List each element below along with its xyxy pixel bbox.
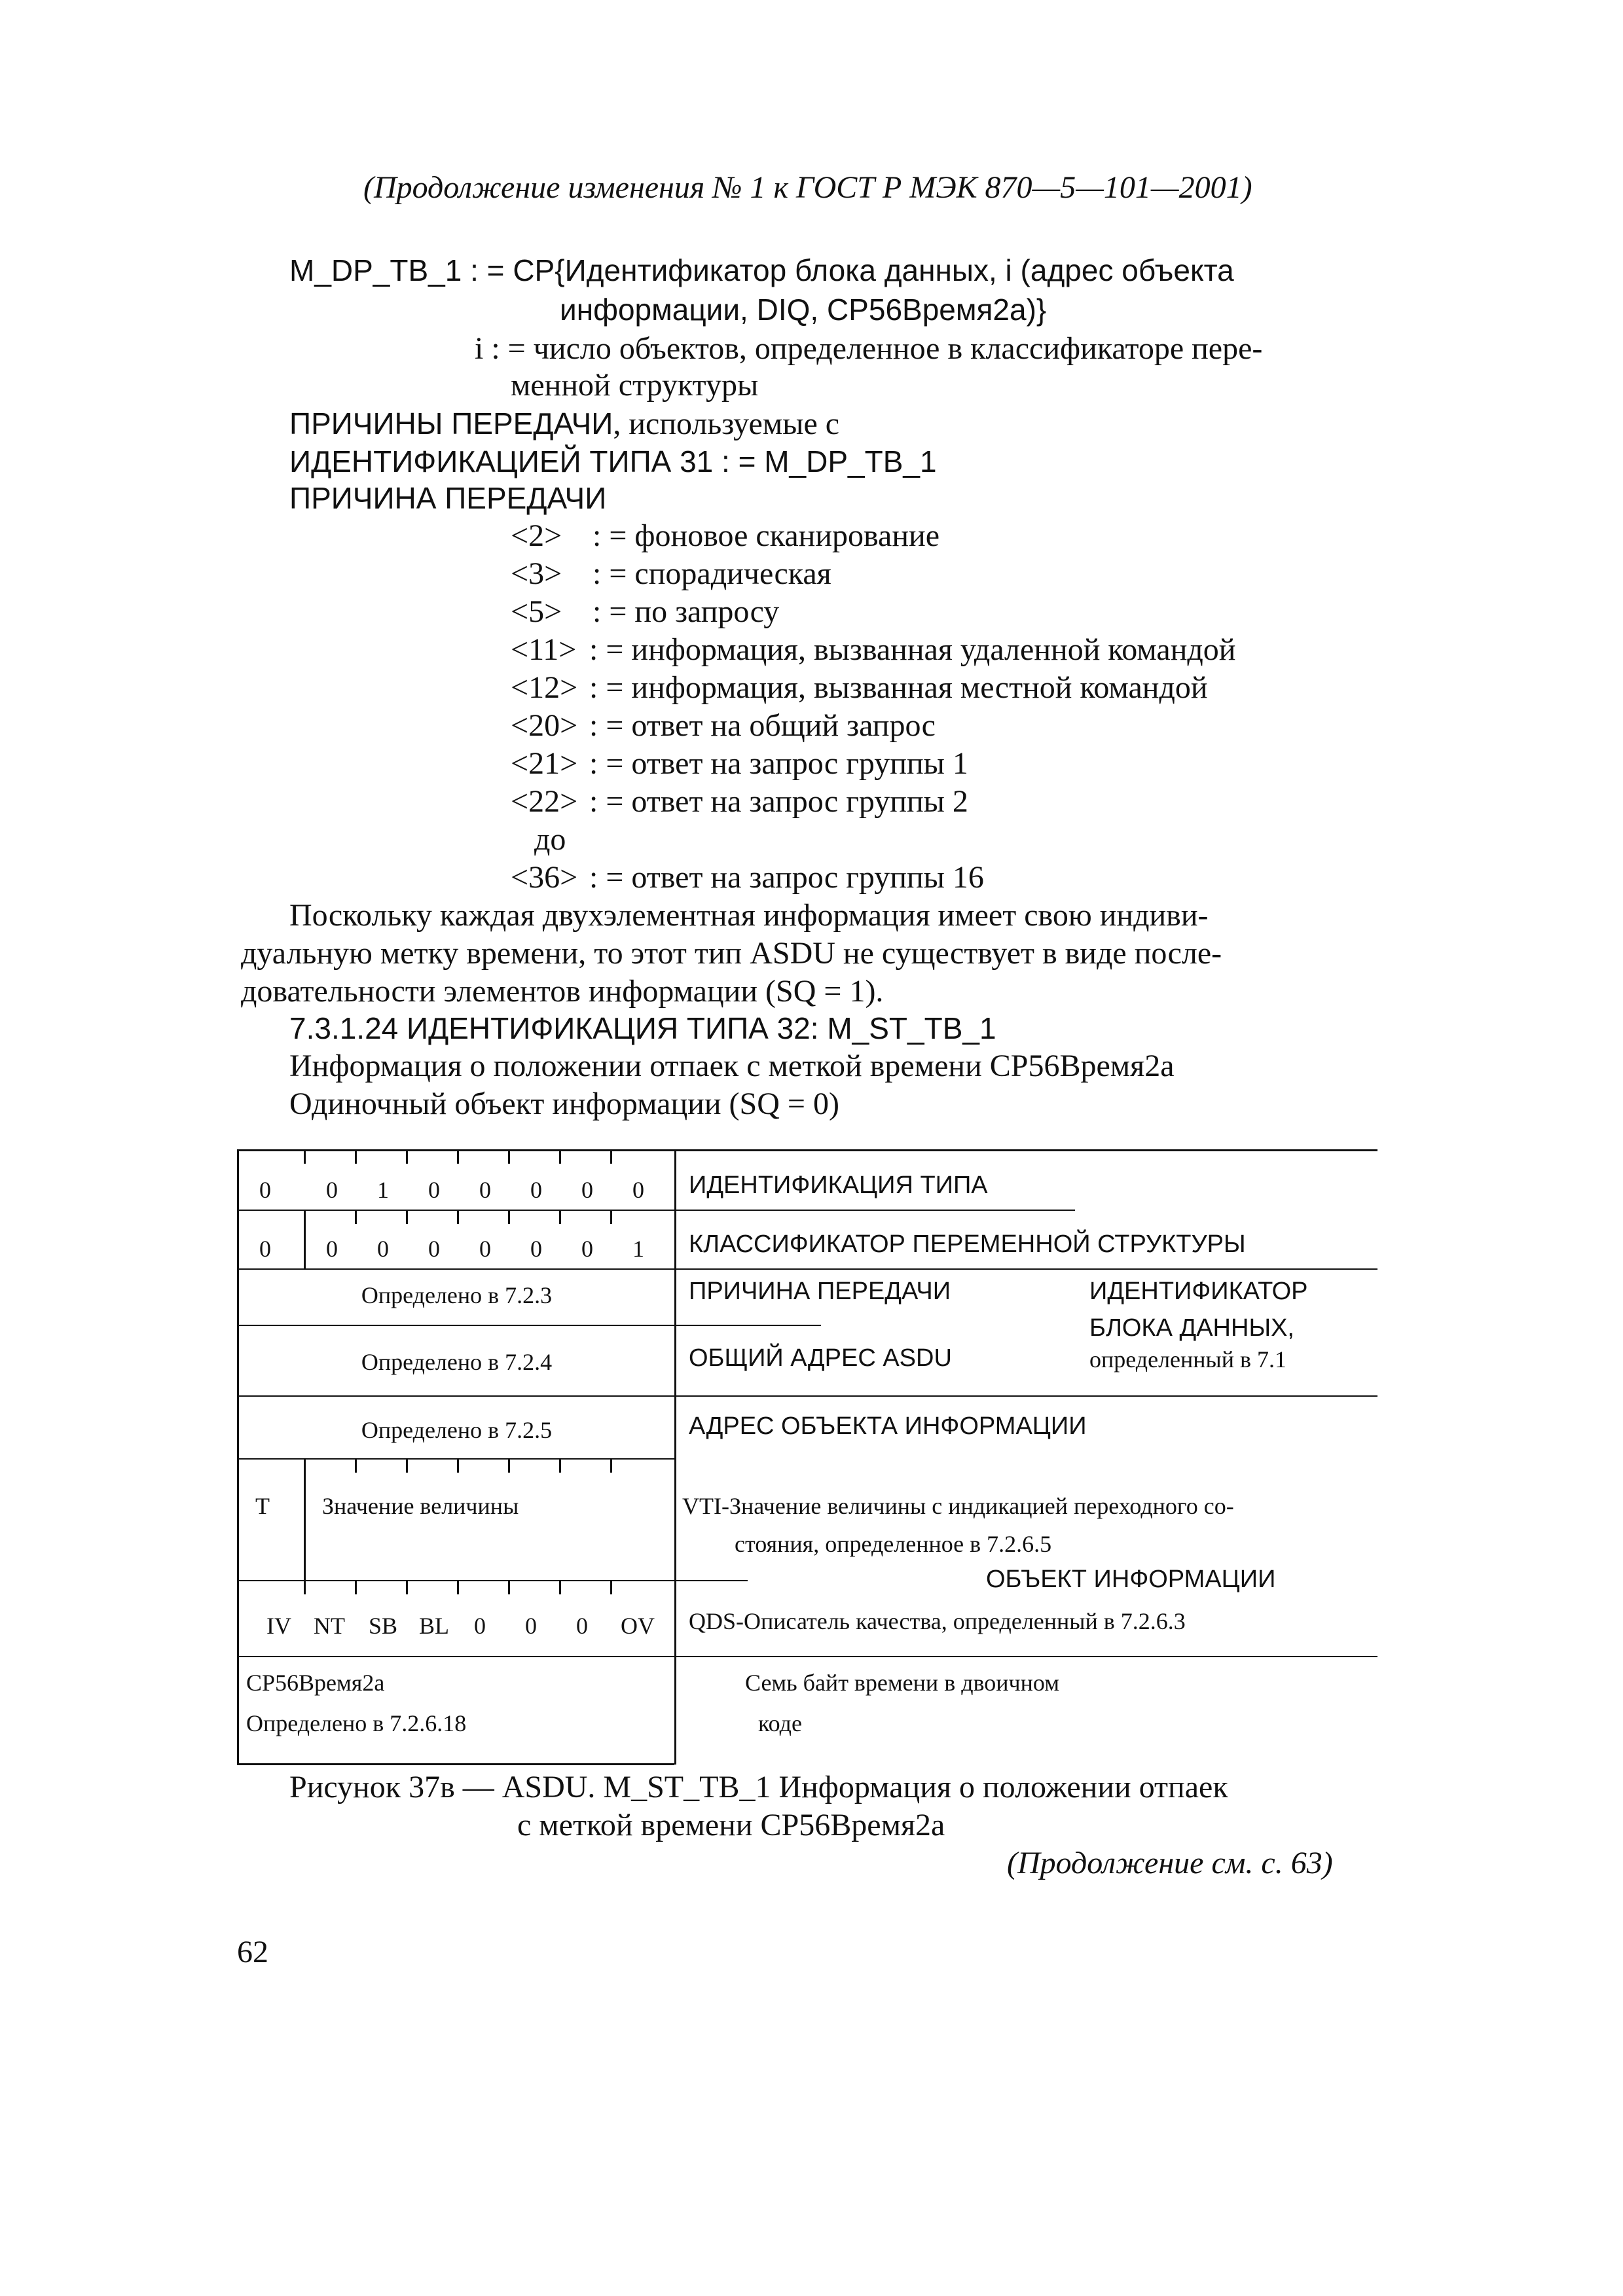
bit-separator — [304, 1210, 306, 1268]
block-id-line-2: БЛОКА ДАННЫХ, — [1089, 1314, 1294, 1342]
page-number: 62 — [237, 1935, 268, 1969]
causes-heading-1-caps: ПРИЧИНЫ ПЕРЕДАЧИ — [289, 406, 613, 440]
definition-line-2: информации, DIQ, CP56Время2а)} — [560, 293, 1047, 327]
row-divider — [237, 1656, 1377, 1657]
causes-heading-3: ПРИЧИНА ПЕРЕДАЧИ — [289, 481, 607, 515]
cause-until: до — [534, 822, 566, 857]
bit-cell: 0 — [632, 1177, 644, 1203]
figure-left-border — [237, 1149, 239, 1765]
cause-code: <36> — [511, 860, 578, 895]
cause-item — [511, 555, 831, 593]
paragraph-line: дуальную метку времени, то этот тип ASDU не существует в виде после- — [241, 936, 1222, 971]
bit-tick — [355, 1149, 357, 1164]
cause-text: : = по запросу — [593, 594, 780, 629]
row5-left: Определено в 7.2.5 — [361, 1417, 553, 1443]
bit-tick — [508, 1580, 510, 1594]
cause-code: <21> — [511, 746, 578, 781]
bit-cell: 0 — [530, 1177, 542, 1203]
cause-text: : = информация, вызванная местной командой — [589, 670, 1208, 705]
bit-tick — [457, 1458, 459, 1473]
row-divider — [237, 1580, 748, 1581]
cause-text: : = ответ на запрос группы 16 — [589, 860, 984, 895]
bit-tick — [304, 1580, 306, 1594]
bit-cell: 0 — [326, 1177, 338, 1203]
row4-label: ОБЩИЙ АДРЕС ASDU — [689, 1344, 952, 1372]
continuation-note: (Продолжение см. с. 63) — [1007, 1846, 1333, 1880]
bit-tick — [610, 1458, 612, 1473]
bit-cell: OV — [621, 1613, 655, 1639]
bit-cell: SB — [368, 1613, 398, 1639]
row6-label-line-2: стояния, определенное в 7.2.6.5 — [735, 1531, 1052, 1557]
figure-bottom-border — [237, 1763, 674, 1765]
cause-text: : = ответ на общий запрос — [589, 708, 936, 743]
paragraph-line: довательности элементов информации (SQ = 1). — [241, 974, 884, 1009]
definition-line-1: M_DP_TB_1 : = CP{Идентификатор блока данных, i (адрес объекта — [289, 253, 1234, 287]
cause-text: : = ответ на запрос группы 2 — [589, 784, 968, 819]
causes-heading-2: ИДЕНТИФИКАЦИЕЙ ТИПА 31 : = M_DP_TB_1 — [289, 444, 937, 478]
bit-tick — [508, 1210, 510, 1224]
cause-code: <5> — [511, 594, 562, 629]
cause-item — [511, 517, 939, 555]
bit-tick — [610, 1149, 612, 1164]
bit-tick — [457, 1210, 459, 1224]
cause-text: : = спорадическая — [593, 556, 831, 591]
section-line-2: Одиночный объект информации (SQ = 0) — [289, 1086, 839, 1121]
cause-item — [511, 669, 1208, 707]
bit-tick — [406, 1580, 408, 1594]
cause-item — [511, 783, 968, 821]
bit-cell: 0 — [474, 1613, 486, 1639]
cause-text: : = информация, вызванная удаленной командой — [589, 632, 1236, 667]
bit-cell: 0 — [479, 1177, 491, 1203]
cause-code: <2> — [511, 518, 562, 553]
row-divider — [237, 1458, 674, 1460]
row3-label: ПРИЧИНА ПЕРЕДАЧИ — [689, 1278, 951, 1305]
figure-caption-line-1: Рисунок 37в — ASDU. M_ST_TB_1 Информация о положении отпаек — [289, 1770, 1228, 1804]
row8-right-line-1: Семь байт времени в двоичном — [745, 1670, 1059, 1696]
bit-tick — [304, 1149, 306, 1164]
cause-item — [511, 593, 779, 631]
bit-cell: 1 — [377, 1177, 389, 1203]
cause-code: <12> — [511, 670, 578, 705]
cause-item — [511, 707, 936, 745]
info-object-label: ОБЪЕКТ ИНФОРМАЦИИ — [986, 1566, 1276, 1593]
bit-cell: 0 — [428, 1177, 440, 1203]
bit-cell: IV — [266, 1613, 291, 1639]
bit-tick — [610, 1580, 612, 1594]
bit-tick — [457, 1149, 459, 1164]
bit-tick — [559, 1149, 561, 1164]
cause-text: : = ответ на запрос группы 1 — [589, 746, 968, 781]
row-divider — [237, 1210, 1075, 1211]
bit-cell: 0 — [259, 1177, 271, 1203]
section-line-1: Информация о положении отпаек с меткой времени CP56Время2а — [289, 1049, 1175, 1083]
bit-cell: BL — [418, 1613, 449, 1639]
bit-cell: 0 — [581, 1177, 593, 1203]
bit-cell: 0 — [479, 1236, 491, 1262]
bit-cell: 0 — [259, 1236, 271, 1262]
row5-label: АДРЕС ОБЪЕКТА ИНФОРМАЦИИ — [689, 1412, 1087, 1440]
bit-cell: 0 — [428, 1236, 440, 1262]
figure-caption-line-2: с меткой времени CP56Время2а — [517, 1808, 945, 1842]
row6-t-bit: T — [255, 1493, 270, 1519]
cause-item — [511, 745, 968, 783]
row4-left: Определено в 7.2.4 — [361, 1349, 553, 1375]
cause-text: : = фоновое сканирование — [593, 518, 940, 553]
figure-center-divider — [674, 1149, 676, 1765]
bit-tick — [559, 1580, 561, 1594]
figure-top-border — [237, 1149, 1377, 1151]
bit-tick — [355, 1210, 357, 1224]
cause-item — [511, 859, 984, 897]
bit-tick — [508, 1149, 510, 1164]
bit-tick — [457, 1580, 459, 1594]
row8-right-line-2: коде — [758, 1710, 802, 1736]
bit-cell: 0 — [576, 1613, 588, 1639]
definition-line-3: i : = число объектов, определенное в классификаторе пере- — [475, 331, 1263, 366]
row3-left: Определено в 7.2.3 — [361, 1282, 553, 1308]
cause-code: <22> — [511, 784, 578, 819]
row-divider — [237, 1395, 1377, 1397]
block-id-line-3: определенный в 7.1 — [1089, 1346, 1286, 1372]
row6-value: Значение величины — [322, 1493, 519, 1519]
running-header: (Продолжение изменения № 1 к ГОСТ Р МЭК 870—5—101—2001) — [363, 170, 1252, 205]
definition-line-4: менной структуры — [511, 368, 759, 403]
bit-tick — [610, 1210, 612, 1224]
row-divider — [237, 1268, 1377, 1270]
cause-item — [511, 631, 1236, 669]
bit-separator — [304, 1458, 306, 1580]
bit-cell: 0 — [581, 1236, 593, 1262]
cause-code: <11> — [511, 632, 577, 667]
row6-label-line-1: VTI-Значение величины с индикацией переходного со- — [682, 1493, 1234, 1519]
bit-cell: NT — [314, 1613, 345, 1639]
block-id-line-1: ИДЕНТИФИКАТОР — [1089, 1278, 1308, 1305]
row8-left-line-1: CP56Время2а — [246, 1670, 385, 1696]
bit-cell: 0 — [530, 1236, 542, 1262]
bit-cell: 1 — [632, 1236, 644, 1262]
row8-left-line-2: Определено в 7.2.6.18 — [246, 1710, 467, 1736]
bit-tick — [559, 1210, 561, 1224]
bit-tick — [508, 1458, 510, 1473]
cause-code: <3> — [511, 556, 562, 591]
bit-cell: 0 — [377, 1236, 389, 1262]
bit-tick — [406, 1149, 408, 1164]
bit-tick — [559, 1458, 561, 1473]
row7-label: QDS-Описатель качества, определенный в 7.2.6.3 — [689, 1608, 1186, 1634]
row-divider — [237, 1325, 821, 1326]
bit-cell: 0 — [326, 1236, 338, 1262]
row2-label: КЛАССИФИКАТОР ПЕРЕМЕННОЙ СТРУКТУРЫ — [689, 1230, 1246, 1258]
paragraph-line: Поскольку каждая двухэлементная информация имеет свою индиви- — [289, 898, 1209, 933]
bit-tick — [406, 1458, 408, 1473]
section-title: 7.3.1.24 ИДЕНТИФИКАЦИЯ ТИПА 32: M_ST_TB_1 — [289, 1011, 996, 1045]
bit-cell: 0 — [525, 1613, 537, 1639]
causes-heading-1 — [289, 404, 839, 443]
row1-label: ИДЕНТИФИКАЦИЯ ТИПА — [689, 1172, 988, 1199]
cause-code: <20> — [511, 708, 578, 743]
bit-tick — [355, 1580, 357, 1594]
bit-tick — [355, 1458, 357, 1473]
bit-tick — [406, 1210, 408, 1224]
causes-heading-1-rest: , используемые с — [613, 406, 840, 441]
